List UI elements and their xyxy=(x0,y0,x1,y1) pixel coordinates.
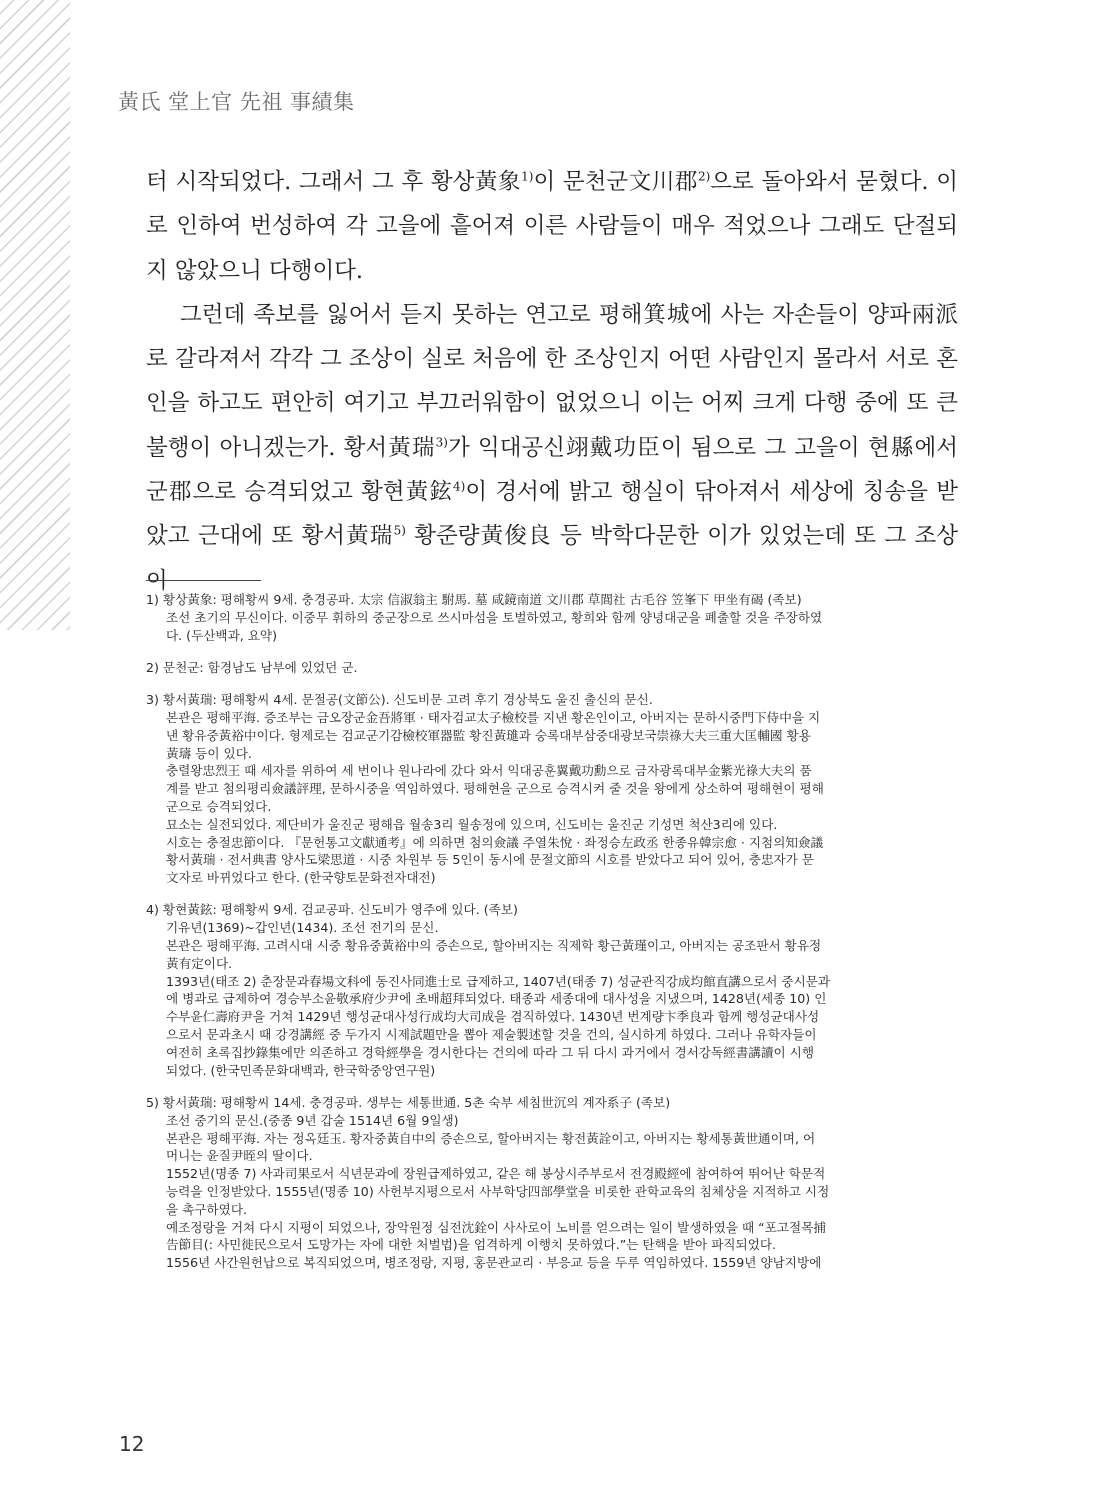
body-text-run: 이 경서에 밝고 행실이 닦아져서 세상에 칭송을 받았고 근대에 또 황서黃瑞 xyxy=(146,479,958,550)
body-text-run: 이 문천군文川郡 xyxy=(533,169,698,195)
footnote-line: 2) 문천군: 함경남도 남부에 있었던 군. xyxy=(146,659,358,675)
footnote-line: 1) 황상黃象: 평해황씨 9세. 충경공파. 太宗 信淑翁主 駙馬. 墓 咸鏡南道 文川郡 草閭社 古毛谷 笠峯下 甲坐有碣 (족보) xyxy=(146,592,802,607)
footnote-ref: 2) xyxy=(697,169,711,184)
footnote-line: 되었다. (한국민족문화대백과, 한국학중앙연구원) xyxy=(166,1062,436,1078)
footnote-line: 黃有定이다. xyxy=(166,955,233,971)
footnote-divider xyxy=(146,580,261,581)
footnote-line: 수부윤仁壽府尹을 거쳐 1429년 행성균대사성行成均大司成을 겸직하였다. 1430년 번계량卞季良과 함께 행성균대사성 xyxy=(166,1009,820,1025)
footnote-line: 여전히 초록집抄錄集에만 의존하고 경학經學을 경시한다는 건의에 따라 그 뒤 다시 과거에서 경서강독經書講讀이 시행 xyxy=(166,1044,815,1060)
footnote-line: 으로서 문과초시 때 강경講經 중 두가지 시제試題만을 뽑아 제술製述할 것을 건의, 실시하게 하였다. 그러나 유학자들이 xyxy=(166,1027,817,1043)
body-text-run: 그런데 족보를 잃어서 듣지 못하는 연고로 평해箕城에 사는 자손들이 양파兩派로 갈라져서 각각 그 조상이 실로 처음에 한 조상인지 어떤 사람인지 몰라서 서로 혼인을 하고도 편안히 여기고 부끄러워함이 없었으니 이는 어찌 크게 다행 중에 또 큰 불행이 아니겠는가. 황서黃瑞 xyxy=(146,301,958,461)
footnote-line: 본관은 평해平海. 자는 정옥廷玉. 황자중黃自中의 증손으로, 할아버지는 황전黃詮이고, 아버지는 황세통黃世通이며, 어 xyxy=(166,1130,816,1146)
footnote-line: 충렬왕忠烈王 때 세자를 위하여 세 번이나 원나라에 갔다 와서 익대공훈翼戴功勳으로 금자광록대부金紫光祿大夫의 품 xyxy=(166,763,812,779)
footnote-line: 조선 초기의 무신이다. 이중무 휘하의 중군장으로 쓰시마섬을 토벌하였고, 황희와 함께 양녕대군을 폐출할 것을 주장하였 xyxy=(166,609,823,625)
footnote-line: 1556년 사간원헌납으로 복직되었으며, 병조정랑, 지평, 홍문관교리 · 부응교 등을 두루 역임하였다. 1559년 양남지방에 xyxy=(166,1255,822,1271)
body-paragraph xyxy=(146,293,958,603)
footnote-line: 황서黃瑞 · 전서典書 양사도梁思道 · 시중 차원부 등 5인이 동시에 문절文節의 시호를 받았다고 되어 있어, 충忠자가 문 xyxy=(166,852,814,868)
footnote-line: 머니는 윤질尹晊의 딸이다. xyxy=(166,1148,313,1164)
footnote-4 xyxy=(146,901,958,1079)
footnote-ref: 4) xyxy=(453,479,466,494)
body-paragraph xyxy=(146,160,958,293)
footnote-ref: 5) xyxy=(393,523,406,538)
body-text-run: 으로 돌아와서 묻혔다. 이로 인하여 번성하여 각 고을에 흩어져 이른 사람들이 매우 적었으나 그래도 단절되지 않았으니 다행이다. xyxy=(146,169,959,284)
footnote-line: 文자로 바뀌었다고 한다. (한국향토문화전자대전) xyxy=(166,870,436,886)
footnote-line: 본관은 평해平海. 증조부는 금오장군金吾將軍 · 태자검교太子檢校를 지낸 황온인이고, 아버지는 문하시중門下侍中을 지 xyxy=(166,709,821,725)
page-number: 12 xyxy=(119,1432,145,1456)
footnote-line: 시호는 충절忠節이다. 『문헌통고文獻通考』에 의하면 첨의僉議 주열朱悅 · 좌정승左政丞 한종유韓宗愈 · 지첨의知僉議 xyxy=(166,834,824,850)
body-text-run: 가 익대공신翊戴功臣이 됨으로 그 고을이 현縣에서 군郡으로 승격되었고 황현黃鉉 xyxy=(146,434,958,506)
footnote-ref: 3) xyxy=(435,435,448,450)
footnote-line: 능력을 인정받았다. 1555년(명종 10) 사헌부지평으로서 사부학당四部學堂을 비롯한 관학교육의 침체상을 지적하고 시정 xyxy=(166,1183,830,1199)
footnote-3 xyxy=(146,691,958,887)
body-text xyxy=(146,160,958,603)
footnote-line: 기유년(1369)~갑인년(1434). 조선 전기의 문신. xyxy=(166,920,439,936)
footnote-line: 다. (두산백과, 요약) xyxy=(166,627,277,643)
footnote-line: 예조정랑을 거쳐 다시 지평이 되었으나, 장악원정 심전沈銓이 사사로이 노비를 얻으려는 일이 발생하였을 때 “포고절목捕 xyxy=(166,1219,826,1235)
footnote-line: 을 촉구하였다. xyxy=(166,1201,247,1217)
footnote-ref: 1) xyxy=(521,169,534,184)
running-header: 黃氏 堂上官 先祖 事績集 xyxy=(118,90,355,114)
footnote-line: 3) 황서黃瑞: 평해황씨 4세. 문절공(文節公). 신도비문 고려 후기 경상북도 울진 출신의 문신. xyxy=(146,692,653,708)
body-text-run: 황준량黃俊良 등 박학다문한 이가 있었는데 또 그 조상이 xyxy=(146,523,959,594)
footnote-5 xyxy=(146,1094,958,1272)
footnote-line: 4) 황현黃鉉: 평해황씨 9세. 검교공파. 신도비가 영주에 있다. (족보) xyxy=(146,902,518,918)
footnote-1 xyxy=(146,591,958,644)
footnote-line: 군으로 승격되었다. xyxy=(166,798,272,814)
footnote-line: 낸 황유중黃裕中이다. 형제로는 검교군기감檢校軍器監 황진黃璡과 숭록대부삼중대광보국崇祿大夫三重大匡輔國 황용 xyxy=(166,727,811,743)
footnote-line: 1393년(태조 2) 춘장문과春場文科에 동진사同進士로 급제하고, 1407년(태종 7) 성균관직강成均館直講으로서 중시문과 xyxy=(166,973,831,989)
footnote-line: 묘소는 실전되었다. 제단비가 울진군 평해읍 월송3리 월송정에 있으며, 신도비는 울진군 기성면 척산3리에 있다. xyxy=(166,816,778,832)
footnote-line: 에 병과로 급제하여 경승부소윤敬承府少尹에 초배超拜되었다. 태종과 세종대에 대사성을 지냈으며, 1428년(세종 10) 인 xyxy=(166,991,827,1007)
footnotes xyxy=(146,591,958,1286)
body-text-run: 터 시작되었다. 그래서 그 후 황상黃象 xyxy=(146,169,522,195)
footnote-line: 계를 받고 첨의평리僉議評理, 문하시중을 역임하였다. 평해현을 군으로 승격시켜 줄 것을 왕에게 상소하여 평해현이 평해 xyxy=(166,781,824,797)
decorative-stripes xyxy=(0,0,70,630)
footnote-line: 본관은 평해平海. 고려시대 시중 황유중黃裕中의 증손으로, 할아버지는 직제학 황근黃瑾이고, 아버지는 공조판서 황유정 xyxy=(166,938,822,954)
footnote-line: 1552년(명종 7) 사과司果로서 식년문과에 장원급제하였고, 같은 해 봉상시주부로서 전경殿經에 참여하여 뛰어난 학문적 xyxy=(166,1166,826,1182)
footnote-line: 黃璹 등이 있다. xyxy=(166,745,252,761)
footnote-line: 5) 황서黃瑞: 평해황씨 14세. 충경공파. 생부는 세통世通. 5촌 숙부 세침世沉의 계자系子 (족보) xyxy=(146,1094,671,1110)
footnote-line: 조선 중기의 문신.(중종 9년 갑술 1514년 6월 9일생) xyxy=(166,1112,459,1128)
footnote-2 xyxy=(146,659,958,677)
footnote-line: 告節目(: 사민徙民으로서 도망가는 자에 대한 처벌법)을 엄격하게 이행치 못하였다.”는 탄핵을 받아 파직되었다. xyxy=(166,1237,777,1253)
